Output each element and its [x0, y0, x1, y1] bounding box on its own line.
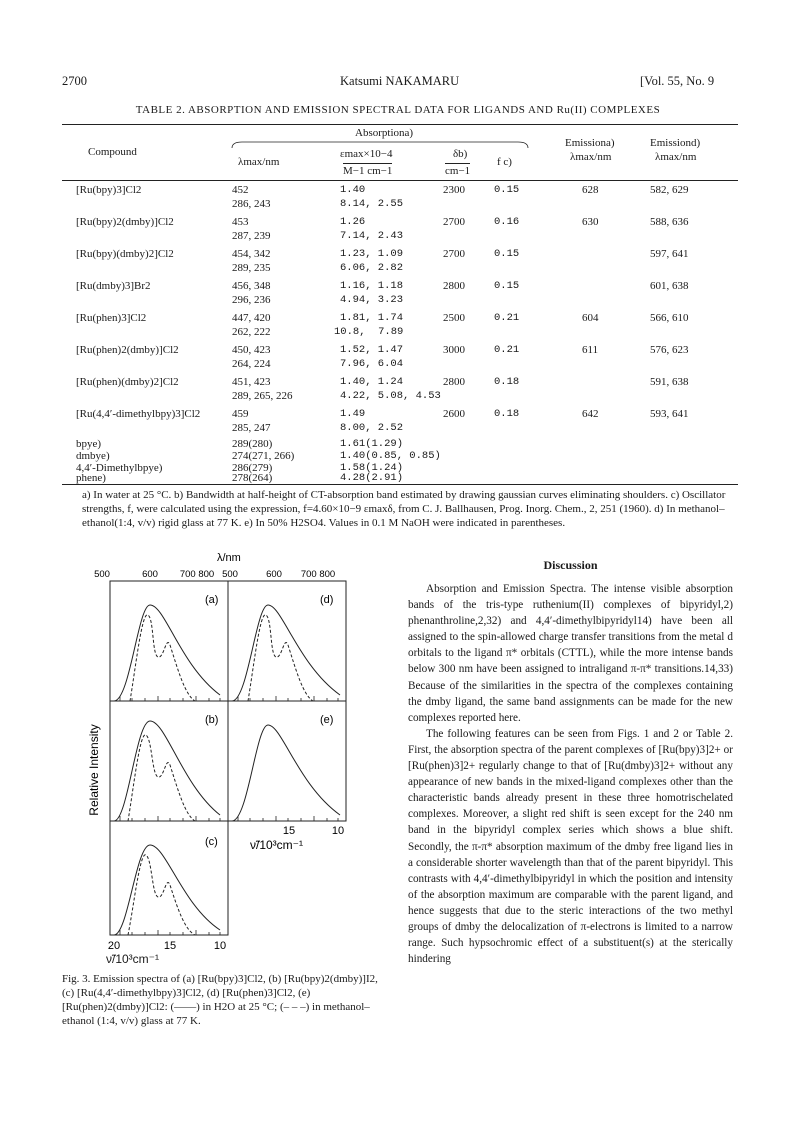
row-delta: 2600	[443, 408, 465, 420]
col-delta-unit: cm−1	[445, 165, 471, 177]
row-eps: 8.00, 2.52	[340, 422, 404, 434]
row-eps: 1.49	[340, 408, 366, 420]
row-em2: 582, 629	[650, 184, 689, 196]
ligand-lmax: 286(279)	[232, 462, 273, 474]
ligand-compound: dmbye)	[76, 450, 110, 462]
row-compound: [Ru(dmby)3]Br2	[76, 280, 151, 292]
row-eps: 4.22, 5.08, 4.53	[340, 390, 441, 402]
row-lmax: 285, 247	[232, 422, 271, 434]
row-compound: [Ru(4,4′-dimethylbpy)3]Cl2	[76, 408, 201, 420]
discussion-heading: Discussion	[543, 558, 598, 572]
page-number: 2700	[62, 74, 87, 88]
top-tick-label: 600	[266, 569, 282, 580]
row-delta: 3000	[443, 344, 465, 356]
col-emission2-header: Emissiond)	[650, 137, 701, 149]
bottom-tick-label: 20	[107, 940, 121, 950]
row-eps: 10.8, 7.89	[334, 326, 404, 338]
row-eps: 1.52, 1.47	[340, 344, 404, 356]
row-lmax: 447, 420	[232, 312, 271, 324]
discussion-body	[408, 581, 733, 967]
row-eps: 7.14, 2.43	[340, 230, 404, 242]
x-axis-label: ν̃/10³cm⁻¹	[250, 838, 304, 852]
row-lmax: 287, 239	[232, 230, 271, 242]
row-compound: [Ru(bpy)3]Cl2	[76, 184, 142, 196]
row-em2: 591, 638	[650, 376, 689, 388]
table-footnotes: a) In water at 25 °C. b) Bandwidth at half-height of CT-absorption band estimated by drawing gaussian curves eliminating shoulders. c) Oscillator strengths, f, were calculated using the expression, f=4.60×10−9 εmaxδ, from C. J. Ballhausen, Prog. Inorg. Chem., 2, 251 (1960). d) In methanol–ethanol(1:4, v/v) rigid glass at 77 K. e) In 50% H2SO4. Values in 0.1 M NaOH were indicated in parentheses.	[82, 489, 726, 529]
row-em2: 576, 623	[650, 344, 689, 356]
curve-b-dashed	[128, 735, 195, 821]
row-lmax: 454, 342	[232, 248, 271, 260]
curve-a-solid	[114, 605, 220, 701]
row-f: 0.21	[494, 312, 520, 324]
top-tick-label: 600	[142, 569, 158, 580]
ligand-compound: phene)	[76, 472, 106, 484]
row-compound: [Ru(phen)2(dmby)]Cl2	[76, 344, 179, 356]
row-delta: 2300	[443, 184, 465, 196]
row-eps: 1.23, 1.09	[340, 248, 404, 260]
row-em1: 628	[582, 184, 599, 196]
row-em1: 611	[582, 344, 599, 356]
curve-e-solid	[232, 725, 340, 821]
row-em2: 597, 641	[650, 248, 689, 260]
row-f: 0.18	[494, 408, 520, 420]
row-eps: 7.96, 6.04	[340, 358, 404, 370]
curve-c-solid	[114, 845, 220, 935]
row-em2: 593, 641	[650, 408, 689, 420]
row-lmax: 459	[232, 408, 249, 420]
row-delta: 2700	[443, 248, 465, 260]
running-author: Katsumi NAKAMARU	[340, 74, 460, 88]
row-f: 0.16	[494, 216, 520, 228]
ligand-lmax: 289(280)	[232, 438, 273, 450]
top-axis-label: λ/nm	[217, 552, 241, 564]
row-delta: 2800	[443, 376, 465, 388]
col-f-header: f c)	[497, 156, 512, 168]
table-top-rule	[62, 124, 738, 125]
ligand-compound: bpye)	[76, 438, 102, 450]
panel-b-label: (b)	[205, 714, 219, 726]
row-em1: 630	[582, 216, 599, 228]
row-f: 0.18	[494, 376, 520, 388]
row-lmax: 452	[232, 184, 249, 196]
row-lmax: 451, 423	[232, 376, 271, 388]
row-delta: 2700	[443, 216, 465, 228]
panel-e-label: (e)	[320, 714, 334, 726]
top-tick-label: 500	[222, 569, 238, 580]
ligand-eps: 1.58(1.24)	[340, 462, 404, 474]
row-lmax: 456, 348	[232, 280, 271, 292]
ligand-lmax: 274(271, 266)	[232, 450, 295, 462]
table-header-rule	[62, 180, 738, 181]
row-em1: 604	[582, 312, 599, 324]
journal-volume: [Vol. 55, No. 9	[640, 74, 715, 88]
row-delta: 2500	[443, 312, 465, 324]
col-emission1-header: Emissiona)	[565, 137, 615, 149]
row-f: 0.21	[494, 344, 520, 356]
panel-d-label: (d)	[320, 594, 334, 606]
col-absorption-header: Absorptiona)	[355, 127, 414, 139]
row-eps: 8.14, 2.55	[340, 198, 404, 210]
curve-d-solid	[232, 605, 340, 701]
row-em2: 566, 610	[650, 312, 689, 324]
row-lmax: 264, 224	[232, 358, 271, 370]
ligand-eps: 1.40(0.85, 0.85)	[340, 450, 441, 462]
row-compound: [Ru(phen)(dmby)2]Cl2	[76, 376, 179, 388]
bottom-tick-label: 10	[331, 825, 345, 837]
bottom-tick-label: 15	[282, 825, 296, 837]
row-eps: 1.26	[340, 216, 366, 228]
row-em2: 588, 636	[650, 216, 689, 228]
figure-caption: Fig. 3. Emission spectra of (a) [Ru(bpy)3]Cl2, (b) [Ru(bpy)2(dmby)]I2, (c) [Ru(4,4′-dimethylbpy)3]Cl2, (d) [Ru(phen)3]Cl2, (e) [Ru(phen)2(dmby)]Cl2: (——) in H2O at 25 °C; (– – –) in methanol–ethanol (1:4, v/v) glass at 77 K.	[62, 973, 378, 1027]
row-lmax: 289, 235	[232, 262, 271, 274]
bottom-tick-label: 10	[213, 940, 227, 950]
col-compound-header: Compound	[88, 146, 137, 158]
row-lmax: 296, 236	[232, 294, 271, 306]
bottom-tick-label: 15	[163, 940, 177, 950]
col-emission1-unit: λmax/nm	[570, 151, 612, 163]
col-emission2-unit: λmax/nm	[655, 151, 697, 163]
table-caption: TABLE 2. ABSORPTION AND EMISSION SPECTRAL DATA FOR LIGANDS AND Ru(II) COMPLEXES	[135, 104, 661, 116]
row-f: 0.15	[494, 248, 520, 260]
panel-c-label: (c)	[205, 836, 218, 848]
col-delta-header: δb)	[453, 148, 468, 160]
top-tick-label: 700 800	[300, 569, 336, 580]
row-eps: 1.81, 1.74	[340, 312, 404, 324]
y-axis-label: Relative Intensity	[87, 724, 101, 816]
ligand-compound: 4,4′-Dimethylbpye)	[76, 462, 163, 474]
row-lmax: 262, 222	[232, 326, 271, 338]
panel-a-label: (a)	[205, 594, 219, 606]
row-eps: 4.94, 3.23	[340, 294, 404, 306]
emission-spectra-figure	[70, 545, 390, 950]
row-compound: [Ru(bpy)(dmby)2]Cl2	[76, 248, 174, 260]
row-lmax: 453	[232, 216, 249, 228]
col-lmax-header: λmax/nm	[238, 156, 280, 168]
top-tick-label: 500	[94, 569, 110, 580]
x-axis-label-bottom: ν̃/10³cm⁻¹	[106, 952, 160, 966]
row-lmax: 450, 423	[232, 344, 271, 356]
ligand-lmax: 278(264)	[232, 472, 273, 484]
row-eps: 1.40	[340, 184, 366, 196]
row-lmax: 286, 243	[232, 198, 271, 210]
ligand-eps: 4.28(2.91)	[340, 472, 404, 484]
discussion-paragraph: The following features can be seen from Figs. 1 and 2 or Table 2. First, the absorption spectra of the parent complexes of [Ru(bpy)3]2+ or [Ru(phen)3]2+ regularly change to that of [Ru(dmby)3]2+ without any appearance of new bands in the mixed-ligand complexes other than the characteristic bands already present in these three homotrischelated complexes. Moreover, a slight red shift is seen except for the 240 nm band in the bipyridyl complex series which shows a blue shift. Secondly, the π-π* absorption maximum of the dmby free ligand lies in a considerable shorter wavelength than that of the parent bipyridyl. This contrasts with 4,4′-dimethylbipyridyl in which the position and intensity of the absorption maximum are comparable with the parent ligand, and hence suggests that due to the steric interactions of the two methyl groups of dmby the delocalization of π-electrons is limited to a narrow range. Such hypsochromic effect of a substituent(s) at the sterically hindering	[408, 727, 733, 966]
row-em2: 601, 638	[650, 280, 689, 292]
row-eps: 6.06, 2.82	[340, 262, 404, 274]
col-eps-header: εmax×10−4	[340, 148, 393, 160]
row-delta: 2800	[443, 280, 465, 292]
row-em1: 642	[582, 408, 599, 420]
row-f: 0.15	[494, 184, 520, 196]
col-eps-unit: M−1 cm−1	[343, 165, 393, 177]
table-bottom-rule	[62, 484, 738, 485]
top-tick-label: 700 800	[179, 569, 215, 580]
row-eps: 1.40, 1.24	[340, 376, 404, 388]
row-eps: 1.16, 1.18	[340, 280, 404, 292]
row-lmax: 289, 265, 226	[232, 390, 293, 402]
row-compound: [Ru(bpy)2(dmby)]Cl2	[76, 216, 174, 228]
ligand-eps: 1.61(1.29)	[340, 438, 404, 450]
row-f: 0.15	[494, 280, 520, 292]
discussion-paragraph: Absorption and Emission Spectra. The intense visible absorption bands of the tris-type ruthenium(II) complexes of bipyridyl,2) phenanthroline,2,32) and 4,4′-dimethylbipyridyl14) have been all assigned to the spin-allowed charge transfer transitions from the metal d orbitals to the ligand π* orbitals (CTTL), while the more intense bands below 300 nm have been assigned to intraligand π-π* transitions.14,33) Because of the similarities in the spectra of the complexes containing the dmby ligand, the same band assignments can be made for the new complexes reported here.	[408, 583, 733, 724]
row-compound: [Ru(phen)3]Cl2	[76, 312, 147, 324]
